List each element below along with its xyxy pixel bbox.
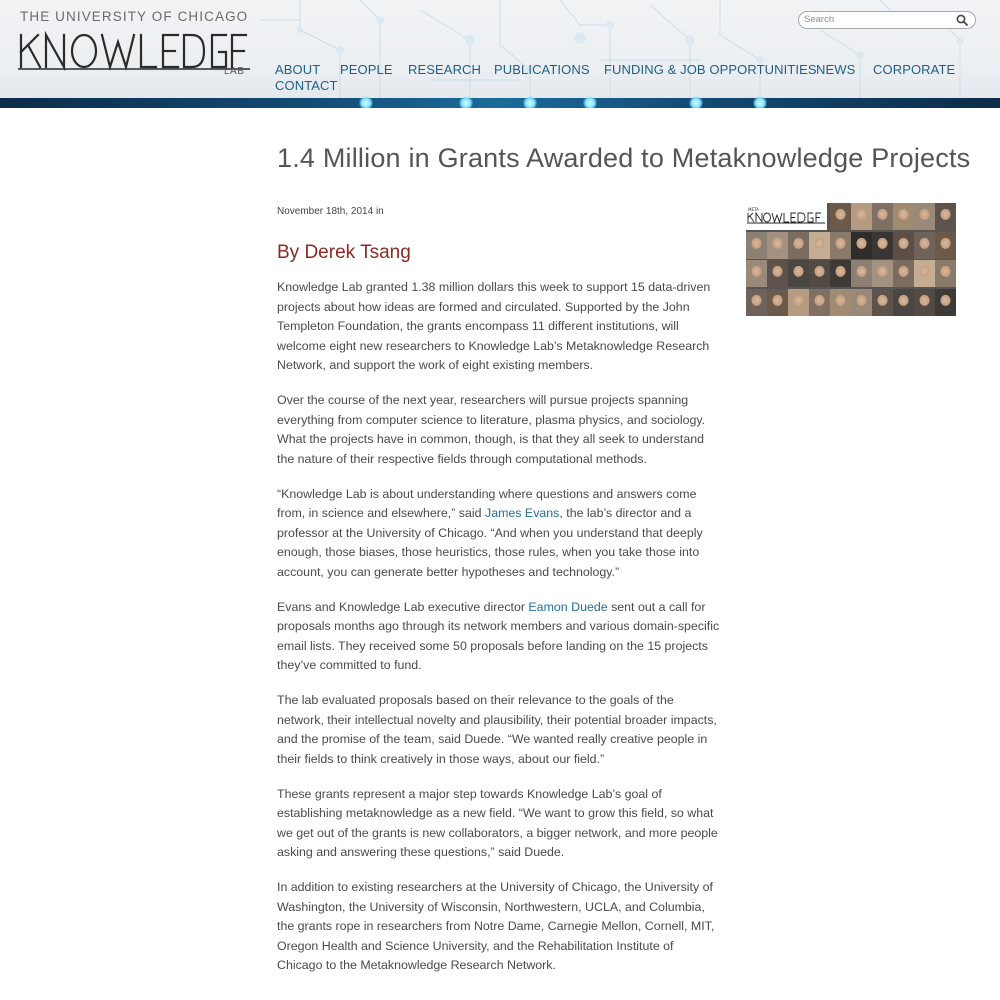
portrait-tile [830, 260, 851, 287]
paragraph: In addition to existing researchers at the University of Chicago, the University of Washington, the University of Wisconsin, Northwestern, UCLA, and Columbia, the grants rope in researchers from Notre Dame, Carnegie Mellon, Cornell, MIT, Oregon Health and Science University, and the Rehabilitation Institute of Chicago to the Metaknowledge Research Network. [277, 880, 715, 972]
search-input[interactable] [804, 13, 952, 26]
link-james-evans[interactable]: James Evans [485, 506, 560, 520]
portrait-tile [914, 203, 935, 230]
portrait-tile [893, 232, 914, 259]
portrait-tile [914, 260, 935, 287]
portrait-tile [830, 232, 851, 259]
portrait-tile [851, 260, 872, 287]
portrait-tile [851, 289, 872, 316]
portrait-tile [935, 260, 956, 287]
band-glow [689, 96, 703, 108]
metaknowledge-network-logo [746, 203, 827, 230]
portrait-tile [788, 232, 809, 259]
paragraph-text: Evans and Knowledge Lab executive director [277, 599, 529, 614]
portrait-tile [767, 289, 788, 316]
nav-news[interactable]: NEWS [816, 62, 856, 77]
paragraph-text: “Knowledge Lab is about understanding where questions and answers come from, in science and elsewhere,” said [277, 486, 697, 520]
portrait-tile [872, 232, 893, 259]
header-band [0, 98, 1000, 108]
portrait-tile [830, 289, 851, 316]
portrait-tile [893, 260, 914, 287]
paragraph: Knowledge Lab granted 1.38 million dollars this week to support 15 data-driven projects about how ideas are formed and circulated. Supported by the John Templeton Foundation, the grants encompass 11 different institutions, will welcome eight new researchers to Knowledge Lab’s Metaknowledge Research Network, and support the work of eight existing members. [277, 280, 711, 372]
post-title: 1.4 Million in Grants Awarded to Metaknowledge Projects [277, 143, 971, 173]
portrait-tile [788, 260, 809, 287]
band-glow [583, 96, 597, 108]
nav-people[interactable]: PEOPLE [340, 62, 393, 77]
portrait-tile [872, 203, 893, 230]
nav-about[interactable]: ABOUT [275, 62, 321, 77]
portrait-tile [851, 203, 872, 230]
nav-funding-jobs[interactable]: FUNDING & JOB OPPORTUNITIES [604, 62, 817, 77]
nav-research[interactable]: RESEARCH [408, 62, 482, 77]
portrait-tile [893, 289, 914, 316]
portrait-tile [935, 232, 956, 259]
nav-publications[interactable]: PUBLICATIONS [494, 62, 590, 77]
portrait-tile [809, 289, 830, 316]
portrait-tile [830, 203, 851, 230]
portrait-tile [872, 260, 893, 287]
post-meta: November 18th, 2014 in [277, 206, 384, 217]
paragraph: Over the course of the next year, researchers will pursue projects spanning everything from computer science to literature, plasma physics, and sociology. What the projects have in common, though, is that they all seek to understand the nature of their respective fields through computational methods. [277, 393, 706, 466]
band-glow [459, 96, 473, 108]
knowledge-lab-logo[interactable] [18, 30, 250, 78]
paragraph [277, 485, 722, 583]
university-name: THE UNIVERSITY OF CHICAGO [20, 9, 249, 24]
portrait-tile [767, 260, 788, 287]
portrait-tile [809, 232, 830, 259]
band-glow [359, 96, 373, 108]
portrait-tile [851, 232, 872, 259]
search-box[interactable] [798, 11, 976, 29]
band-glow [753, 96, 767, 108]
portrait-tile [788, 289, 809, 316]
portrait-tile [746, 260, 767, 287]
nav-contact[interactable]: CONTACT [275, 78, 338, 93]
portrait-tile [872, 289, 893, 316]
logo-lab-label: LAB [224, 66, 245, 77]
portrait-tile [893, 203, 914, 230]
link-eamon-duede[interactable]: Eamon Duede [528, 599, 608, 614]
site-header [0, 0, 1000, 108]
portrait-tile [746, 232, 767, 259]
portrait-tile [914, 232, 935, 259]
portrait-tile [809, 260, 830, 287]
portrait-tile [746, 289, 767, 316]
paragraph-text: , the lab’s director and a professor at the University of Chicago. “And when you understand that deeply enough, those biases, those heuristics, those rules, when you take those into account, you can generate better hypotheses and technology.” [277, 506, 703, 579]
nav-corporate[interactable]: CORPORATE [873, 62, 956, 77]
portrait-tile [914, 289, 935, 316]
paragraph: The lab evaluated proposals based on their relevance to the goals of the network, their intellectual novelty and plausibility, their potential broader impacts, and the promise of the team, said Duede. “We wanted really creative people in their fields to think creatively in those ways, about our field.” [277, 693, 717, 766]
paragraph: These grants represent a major step towards Knowledge Lab’s goal of establishing metaknowledge as a new field. “We want to grow this field, so what we get out of the grants is new collaborators, a bigger network, and more people asking and answering these questions,” said Duede. [277, 786, 718, 859]
paragraph [277, 598, 722, 676]
portrait-tile [935, 203, 956, 230]
portrait-tile [935, 289, 956, 316]
search-icon[interactable] [956, 14, 968, 26]
post-byline: By Derek Tsang [277, 242, 411, 263]
portrait-tile [767, 232, 788, 259]
band-glow [523, 96, 537, 108]
researchers-collage-image[interactable] [746, 203, 956, 316]
paragraph-text: sent out a call for proposals months ago through its network members and various domain-specific email lists. They received some 50 proposals before landing on the 15 projects they’ve committed to fund. [277, 599, 720, 672]
article-body [277, 278, 722, 991]
svg-text:META: META [748, 207, 759, 212]
